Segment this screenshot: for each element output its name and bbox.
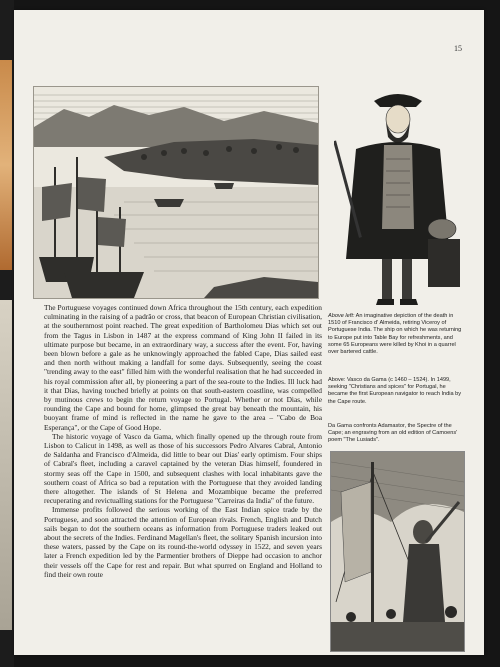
adjacent-page-image-lower	[0, 300, 12, 630]
body-paragraph: The historic voyage of Vasco da Gama, which finally opened up the through route from Lisbon to Calicut in 1498, as well as those of his successors Pedro Alvares Cabral, Antonio de Saldanha and Francisco d'Almeida, did little to bear out Dias' early optimism. Four ships of Cabral's fleet, including a caravel captained by the veteran Dias himself, foundered in stormy seas off the Cape in 1500, and subsequent clashes with local inhabitants gave the southern coast of Africa so bad a reputation with the Portuguese that they avoided landing there altogether. The islands of St Helena and Mozambique became the preferred recuperating and revictualling stations for the Portuguese "Carreiras da India" of the future.	[44, 431, 322, 506]
adjacent-page-image	[0, 60, 12, 270]
vasco-da-gama-portrait	[334, 79, 462, 311]
body-paragraph: The Portuguese voyages continued down Africa throughout the 15th century, each expedition culminating in the raising of a padrão or cross, that beacon of European Christian civilisation, at the southernmost point reached. The great expedition of Bartholomeu Dias which set out from the Tagus in Lisbon in 1487 at the express command of King John II failed in its ultimate purpose but became, in an extraordinary way, a success after the event. For, having been blown before a gale as he unknowingly approached the fabled Cape, Dias sailed east and then north without making a landfall for some days. Subsequently, seeing the coast "trending away to the east" filled him with the wonderful realisation that he had succeeded in his royal commission after all, by pioneering a part of the sea-route to the Indies. Ill luck had it that Dias, having touched briefly at points on that south-eastern coastline, was compelled by mutinous crews to begin the return voyage to Portugal. Whether or not Dias, while rounding the Cape and bound for home, glimpsed the great bay beneath the mountain, his buoyant frame of mind is reflected in the name he gave to the area – "Cabo de Boa Esperança", or the Cape of Good Hope.	[44, 303, 322, 432]
caption-adamastor: Da Gama confronts Adamastor, the Spectre of the Cape; an engraving from an old edition of Camoens' poem "The Lusiads".	[328, 423, 458, 444]
caption-text: An imaginative depiction of the death in 1510 of Francisco d' Almeida, retiring Viceroy of Portuguese India. The ship on which he was returning to Europe put into Table Bay for refreshments, and some 65 Europeans were killed by Khoi in a quarrel over bartered cattle.	[328, 313, 462, 356]
caption-da-gama: Above: Vasco da Gama (c 1460 – 1524). In 1499, seeking "Christians and spices" for Portugal, he became the first European navigator to reach India by the Cape route.	[328, 377, 462, 405]
adjacent-page-edge	[0, 0, 14, 667]
body-text	[44, 303, 322, 579]
caption-almeida	[328, 313, 466, 356]
caption-label: Above left:	[328, 313, 355, 319]
body-paragraph: Immense profits followed the serious working of the East Indian spice trade by the Portuguese, and soon attracted the attention of European rivals. French, English and Dutch sails began to dot the southern oceans as information from Portuguese traders leaked out about the secrets of the Indies. Ferdinand Magellan's fleet, the solitary Spanish incursion into these waters, passed by the Cape on its round-the-world odyssey in 1522, and seven years later a French expedition led by the Parmentier brothers of Dieppe had occasion to anchor their vessels off the Cape for rest and repair. But what spurred on England and Holland to find their own route	[44, 505, 322, 579]
book-page	[14, 10, 484, 655]
engraving-almeida-death	[33, 86, 319, 299]
page-number: 15	[454, 44, 462, 53]
engraving-adamastor	[330, 451, 465, 652]
